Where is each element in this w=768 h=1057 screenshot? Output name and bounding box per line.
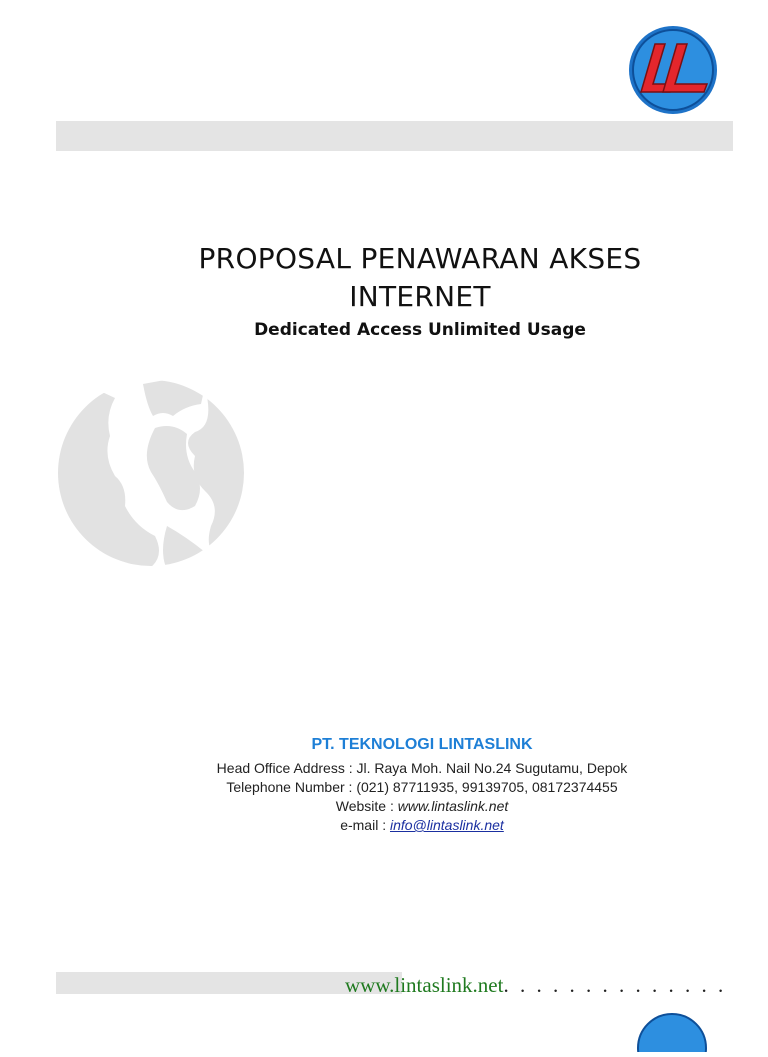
title-block — [90, 240, 750, 340]
phone-value: (021) 87711935, 99139705, 08172374455 — [356, 779, 618, 795]
footer-dots: . . . . . . . . . . . . . . — [503, 973, 727, 997]
globe-icon — [55, 376, 250, 571]
email-label: e-mail : — [340, 817, 390, 833]
website-value: www.lintaslink.net — [397, 798, 509, 814]
company-info — [140, 734, 704, 835]
email-line — [140, 816, 704, 835]
company-name: PT. TEKNOLOGI LINTASLINK — [311, 736, 533, 753]
document-title-line2: INTERNET — [349, 280, 491, 313]
address-label: Head Office Address : — [216, 760, 357, 776]
email-link[interactable]: info@lintaslink.net — [389, 817, 504, 833]
document-title-line1: PROPOSAL PENAWARAN AKSES — [198, 242, 642, 275]
website-label: Website : — [335, 798, 398, 814]
partial-logo-icon — [636, 1012, 708, 1052]
document-subtitle: Dedicated Access Unlimited Usage — [254, 320, 586, 340]
phone-label: Telephone Number : — [226, 779, 357, 795]
website-line — [140, 797, 704, 816]
phone-line — [140, 778, 704, 797]
address-line — [140, 759, 704, 778]
address-value: Jl. Raya Moh. Nail No.24 Sugutamu, Depok — [356, 760, 628, 776]
lintaslink-logo-icon — [625, 22, 721, 118]
header-bar — [56, 121, 733, 151]
footer — [345, 973, 726, 998]
footer-url: www.lintaslink.net — [345, 973, 504, 997]
